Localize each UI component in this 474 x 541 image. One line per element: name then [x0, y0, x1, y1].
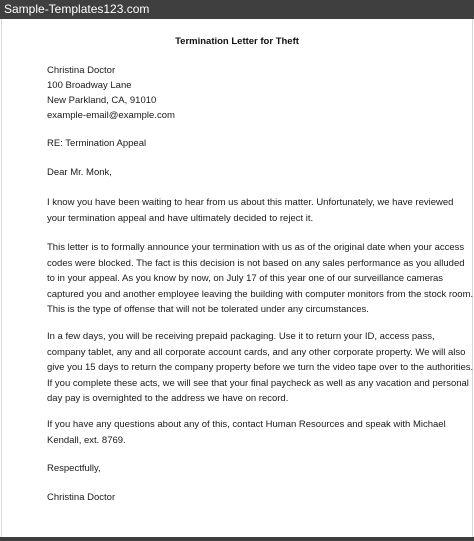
paragraph-line: company tablet, any and all corporate account cards, and any other corporate property. We will also [47, 346, 466, 358]
paragraph-line: If you have any questions about any of this, contact Human Resources and speak with Michael [47, 419, 446, 430]
letter-title: Termination Letter for Theft [175, 36, 299, 47]
watermark-text: Sample-Templates123.com [4, 2, 150, 16]
letter-page [1, 19, 473, 539]
signature-name: Christina Doctor [47, 492, 116, 503]
paragraph-line: captured you and another employee leaving the building with computer monitors from the stock room. [47, 288, 474, 300]
paragraph-line: This is the type of offense that will not be tolerated under any circumstances. [47, 304, 369, 316]
paragraph-line: Kendall, ext. 8769. [47, 434, 126, 446]
subject-line [47, 136, 146, 151]
paragraph-line: to in your appeal. As you know by now, on July 17 of this year one of our surveillance cameras [47, 273, 444, 285]
paragraph-line: your termination appeal and have ultimately decided to reject it. [47, 212, 314, 224]
salutation-text: Dear Mr. Monk, [47, 167, 112, 178]
paragraph-line: This letter is to formally announce your termination with us as of the original date when your access [47, 242, 465, 253]
paragraph-line: day pay is overnighted to the address we have on record. [47, 393, 289, 405]
sender-city: New Parkland, CA, 91010 [47, 95, 157, 106]
sender-name: Christina Doctor [47, 65, 116, 76]
paragraph-line: In a few days, you will be receiving prepaid packaging. Use it to return your ID, access pass, [47, 331, 435, 342]
body-paragraph-2 [47, 240, 474, 318]
closing-text: Respectfully, [47, 463, 101, 474]
sender-address-block [47, 63, 175, 123]
sender-email: example-email@example.com [47, 110, 175, 121]
body-paragraph-3 [47, 329, 474, 407]
paragraph-line: If you complete these acts, we will see that your final paycheck as well as any vacation and personal [47, 377, 469, 389]
signature [47, 490, 115, 505]
bottom-border [0, 537, 474, 541]
closing [47, 461, 101, 476]
paragraph-line: codes were blocked. The fact is this decision is not based on any sales performance as you alluded [47, 257, 465, 269]
watermark-band [0, 0, 474, 19]
paragraph-line: I know you have been waiting to hear from us about this matter. Unfortunately, we have reviewed [47, 197, 454, 208]
salutation [47, 165, 112, 180]
sender-street: 100 Broadway Lane [47, 80, 132, 91]
body-paragraph-4 [47, 417, 446, 448]
body-paragraph-1 [47, 195, 454, 226]
subject-text: RE: Termination Appeal [47, 138, 147, 149]
paragraph-line: give you 15 days to return the company property before we turn the video tape over to the authorities. [47, 362, 474, 374]
